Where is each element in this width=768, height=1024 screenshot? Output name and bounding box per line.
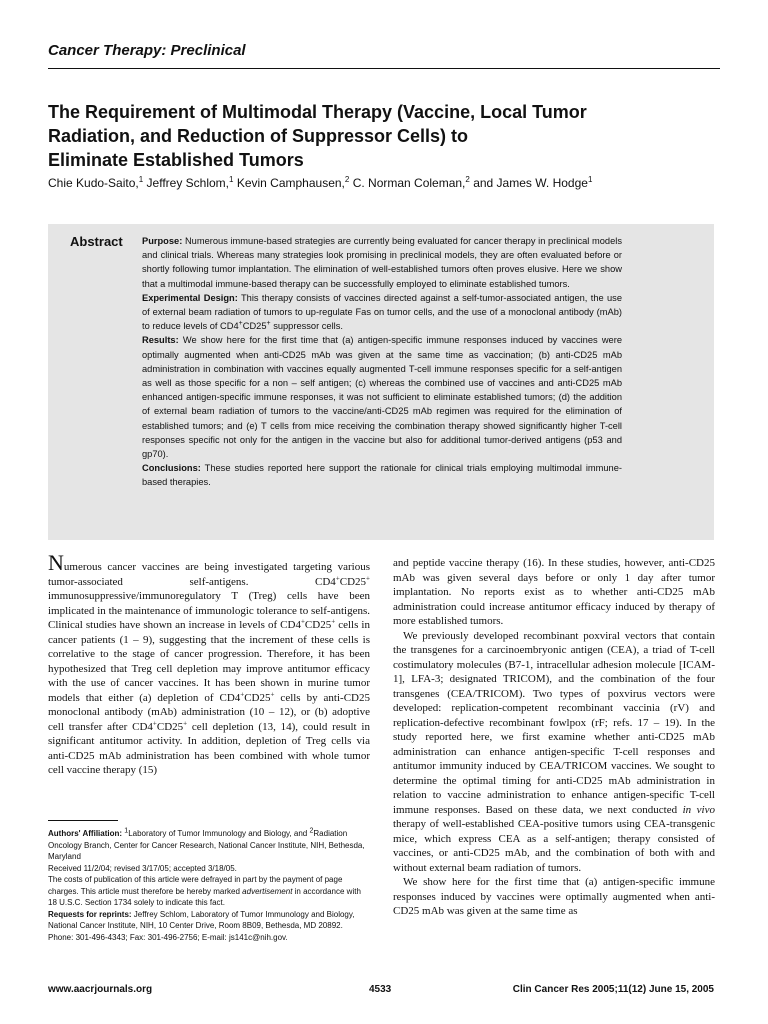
body-column-right: [393, 556, 715, 919]
body-text: CD25: [156, 720, 184, 733]
abstract-heading: Abstract: [70, 234, 123, 249]
affiliation-mark: 2: [344, 175, 350, 184]
design-text: This therapy consists of vaccines directed against a self-tumor-associated antigen, the use of external beam radiation of tumors to up-regulate Fas on tumor cells, and the use of a monoclonal antibody (mAb) to reduce levels of CD4: [142, 292, 622, 332]
title-line: Radiation, and Reduction of Suppressor Cells) to: [48, 126, 469, 146]
plus-sign: +: [240, 689, 245, 698]
abstract-box: [48, 224, 714, 540]
affiliation-text: Laboratory of Tumor Immunology and Biology, and: [128, 829, 310, 838]
body-text: We previously developed recombinant poxviral vectors that contain the transgenes for a carcinoembryonic antigen (CEA), a triad of T-cell costimulatory molecules (B7-1, intracellular adhesion molecule [ICAM-1], LFA-3; designated TRICOM), and the combination of the four transgenes (CEA/TRICOM). Two types of poxvirus vectors were developed: replication-competent recombinant vaccinia (rV) and replication-defective recombinant fowlpox (rF; refs. 17 – 19). In the study reported here, we first examine whether anti-CD25 mAb administration can enhance antigen-specific T-cell responses and antitumor immunity induced by CEA/TRICOM vaccines. We sought to determine the optimal timing for anti-CD25 mAb administration in relation to vaccine administration to enhance antigen-specific T-cell immune responses. Based on these data, we next conducted: [393, 629, 715, 816]
body-text: therapy of well-established CEA-positive tumors using CEA-transgenic mice, which express CEA as a self-antigen; therapy consisted of vaccines, or anti-CD25 mAb, and the combination of both with and without external beam radiation of tumors.: [393, 818, 715, 874]
author-name: Jeffrey Schlom,: [146, 176, 230, 190]
dropcap: N: [48, 550, 64, 575]
results-label: Results:: [142, 335, 179, 346]
abstract-purpose: [142, 234, 622, 291]
body-text: immunosuppressive/immunoregulatory T (Treg) cells have been implicated in the maintenance of immunologic tolerance to self-antigens. Clinical studies have shown an increase in levels of CD4: [48, 590, 370, 631]
costs-note: [48, 874, 370, 909]
purpose-label: Purpose:: [142, 236, 183, 246]
body-text: in vivo: [682, 803, 715, 816]
body-text: cells in cancer patients (1 – 9), suggesting that the increment of these cells is correlative to the stage of cancer progression. Therefore, it has been hypothesized that Treg cell depletion may improve antitumor efficacy with the use of cancer vaccines. It has been shown in murine tumor models that either (a) depletion of CD4: [48, 619, 370, 704]
citation: Clin Cancer Res 2005;11(12) June 15, 2005: [512, 984, 714, 995]
abstract-body: [142, 234, 622, 490]
affiliation-mark: 1: [587, 175, 593, 184]
results-text: We show here for the first time that (a) antigen-specific immune responses induced by vaccines were optimally augmented when anti-CD25 mAb was given at the same time as vaccination; (b) anti-CD25 mAb administration in combination with vaccines equally augmented T-cell immune responses specific for a self-antigen as well as those specific for a non – self antigen; (c) whereas the combined use of vaccines and anti-CD25 mAb enhanced antigen-specific immune responses, it was not sufficient to eliminate established tumors; (d) the addition of external beam radiation of tumors to the vaccine/anti-CD25 mAb regimen was required for the elimination of established tumors; and (e) T cells from mice receiving the combination therapy showed significantly higher T-cell responses specific not only for the antigen in the vaccine but also for additional tumor-derived antigens (p53 and gp70).: [142, 335, 622, 460]
abstract-results: [142, 333, 622, 461]
plus-sign: +: [238, 320, 243, 328]
body-paragraph: and peptide vaccine therapy (16). In these studies, however, anti-CD25 mAb was given several days before or only 1 day after tumor implantation. No reports exist as to whether anti-CD25 mAb administration could increase antitumor efficacy induced by therapy of more established tumors.: [393, 557, 715, 627]
conclusions-label: Conclusions:: [142, 463, 201, 474]
body-paragraph: [393, 629, 715, 876]
body-text: umerous cancer vaccines are being investigated targeting various tumor-associated self-antigens. CD4: [48, 561, 370, 588]
plus-sign: +: [366, 573, 370, 582]
abstract-conclusions: [142, 461, 622, 489]
plus-sign: +: [335, 573, 340, 582]
affiliation-label: Authors' Affiliation:: [48, 829, 123, 838]
header-rule: [48, 68, 720, 69]
footnote-rule: [48, 820, 118, 821]
reprints-note: [48, 909, 370, 944]
author-name: Chie Kudo-Saito,: [48, 176, 139, 190]
intro-paragraph: [48, 550, 370, 778]
affiliation-mark: 1: [229, 175, 234, 184]
design-label: Experimental Design:: [142, 292, 238, 303]
plus-sign: +: [152, 718, 157, 727]
article-title: [48, 100, 728, 172]
received-note: Received 11/2/04; revised 3/17/05; accepted 3/18/05.: [48, 863, 237, 873]
plus-sign: +: [331, 617, 336, 626]
costs-text: in accordance with 18 U.S.C. Section 1734 solely to indicate this fact.: [48, 886, 361, 907]
author-name: C. Norman Coleman,: [352, 176, 466, 190]
conclusions-text: These studies reported here support the rationale for clinical trials employing multimodal immune-based therapies.: [142, 463, 622, 488]
journal-url[interactable]: www.aacrjournals.org: [48, 984, 153, 995]
design-text: suppressor cells.: [270, 321, 343, 332]
affiliation-mark: 2: [465, 175, 470, 184]
design-text: CD25: [242, 321, 267, 332]
reprints-text: Jeffrey Schlom, Laboratory of Tumor Immunology and Biology, National Cancer Institute, NIH, 10 Center Drive, Room 8B09, Bethesda, MD 20892. Phone: 301-496-4343; Fax: 301-496-2756; E-mail: js141c@nih.gov.: [48, 909, 355, 942]
costs-text: The costs of publication of this article were defrayed in part by the payment of page charges. This article must therefore be hereby marked: [48, 875, 343, 896]
body-paragraph: We show here for the first time that (a) antigen-specific immune responses induced by vaccines were optimally augmented when anti-CD25 mAb was given at the same time as: [393, 876, 715, 917]
plus-sign: +: [270, 689, 275, 698]
affiliation-text: Radiation Oncology Branch, Center for Cancer Research, National Cancer Institute, NIH, Bethesda, Maryland: [48, 829, 365, 861]
body-text: CD25: [244, 691, 271, 704]
affiliation-note: [48, 828, 370, 863]
body-column-left: [48, 550, 370, 778]
footnotes: [48, 828, 370, 943]
author-name: and James W. Hodge: [473, 176, 588, 190]
purpose-text: Numerous immune-based strategies are currently being evaluated for cancer therapy in preclinical models and clinical trials. Whereas many strategies look promising in preclinical models, they are often evaluated before or shortly following tumor implantation. The elimination of well-established tumors often proves elusive. Here we show that a multimodal immune-based therapy can be successfully employed to eliminate established tumors.: [142, 236, 622, 289]
title-line: Eliminate Established Tumors: [48, 150, 304, 170]
body-text: cell depletion (13, 14), could result in significant antitumor activity. In addition, depletion of Treg cells via anti-CD25 mAb administration has been combined with whole tumor cell vaccine therapy (15): [48, 720, 370, 776]
body-text: cells by anti-CD25 monoclonal antibody (mAb) administration (10 – 12), or (b) adoptive cell transfer after CD4: [48, 691, 370, 733]
plus-sign: +: [300, 617, 305, 626]
author-name: Kevin Camphausen,: [236, 176, 345, 190]
costs-text: advertisement: [242, 886, 293, 896]
affiliation-mark: 1: [124, 827, 129, 835]
body-text: CD25: [339, 575, 367, 588]
reprints-label: Requests for reprints:: [48, 909, 132, 919]
page-number: 4533: [369, 984, 392, 995]
plus-sign: +: [183, 718, 188, 727]
author-list: [48, 176, 592, 190]
affiliation-mark: 1: [138, 175, 144, 184]
plus-sign: +: [266, 320, 271, 328]
section-label: Cancer Therapy: Preclinical: [48, 42, 246, 59]
affiliation-mark: 2: [309, 827, 314, 835]
title-line: The Requirement of Multimodal Therapy (Vaccine, Local Tumor: [48, 102, 587, 122]
body-text: CD25: [304, 619, 332, 631]
abstract-design: [142, 291, 622, 334]
